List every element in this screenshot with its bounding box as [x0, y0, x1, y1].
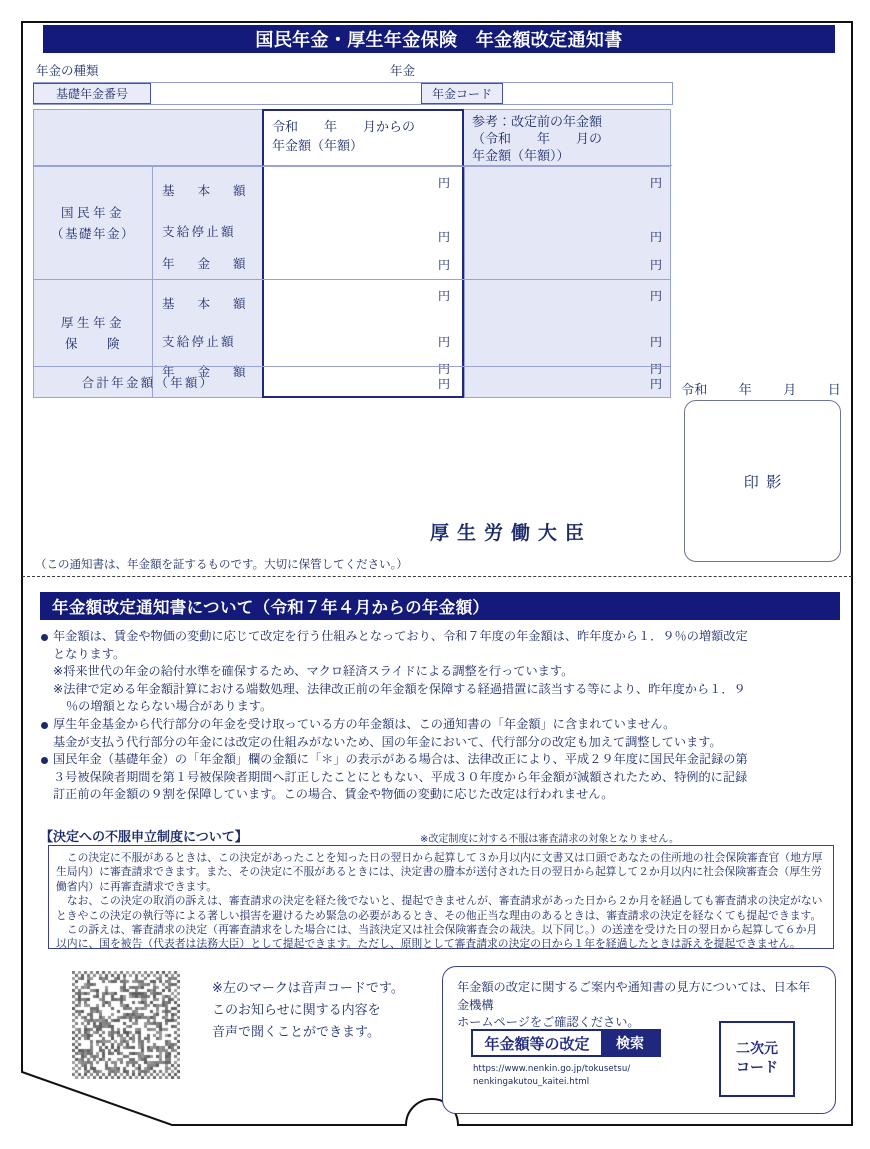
- qr-code-placeholder: [719, 1021, 795, 1097]
- about-text-line: ※法律で定める年金額計算における端数処理、法律改正前の年金額を保障する経過措置に該当する等により、昨年度から１．９: [53, 681, 746, 696]
- about-text-line: ３号被保険者期間を第１号被保険者期間へ訂正したことにともない、平成３０年度から年金額が減額されたため、特例的に記録: [53, 769, 748, 784]
- qr-label-line2: コード: [736, 1060, 778, 1076]
- pension-kind-value: 年金: [390, 63, 416, 78]
- about-text-line: 年金額は、賃金や物価の変動に応じて改定を行う仕組みとなっており、令和７年度の年金額は、昨年度から１．９％の増額改定: [53, 629, 748, 643]
- about-bullet-item: [40, 628, 846, 663]
- official-seal-box: 印影: [684, 400, 841, 562]
- row-label-shikyuteishi-1: 支給停止額: [162, 223, 236, 239]
- pension-code-field[interactable]: [503, 83, 673, 104]
- old-amount-shikyuteishi-2: 円: [649, 335, 662, 349]
- about-text-line: 訂正前の年金額の９割を保障しています。この場合、賃金や物価の変動に応じた改定は行われません。: [53, 787, 614, 802]
- table-header-old-amount: 参考：改定前の年金額 （令和 年 月の 年金額（年額））: [464, 110, 672, 166]
- about-bullet-item: [40, 716, 846, 751]
- group-label-kokumin-nenkin: 国民年金 （基礎年金）: [50, 204, 135, 241]
- year-label: 年: [738, 383, 753, 398]
- about-section-band: [40, 592, 840, 620]
- row-label-kihongaku-2: 基 本 額: [162, 296, 251, 311]
- new-amount-nenkingaku-2[interactable]: 円: [437, 362, 450, 376]
- old-amount-kihongaku-1: 円: [649, 176, 662, 190]
- website-url-line1: https://www.nenkin.go.jp/tokusetsu/: [473, 1064, 631, 1074]
- about-text-line: ％の増額とならない場合があります。: [66, 699, 273, 714]
- row-label-nenkingaku-1: 年 金 額: [162, 256, 251, 271]
- old-amount-kihongaku-2: 円: [649, 289, 662, 303]
- new-amount-kihongaku-2[interactable]: 円: [437, 289, 450, 303]
- appeal-paragraph: なお、この決定の取消の訴えは、審査請求の決定を経た後でないと、提起できませんが、審査請求があった日から２か月を経過しても審査請求の決定がないときやこの決定の執行等による著しい損害を避けるため緊急の必要があるとき、その他正当な理由のあるときは、審査請求の決定を経なくても提起できます。: [56, 894, 823, 922]
- about-text-line: 基金が支払う代行部分の年金には改定の仕組みがないため、国の年金において、代行部分の改定も加えて調整しています。: [53, 734, 722, 749]
- website-info-box: [442, 966, 836, 1114]
- appeal-section-note: ※改定制度に対する不服は審査請求の対象となりません。: [420, 830, 679, 847]
- day-label: 日: [827, 383, 841, 398]
- old-amount-nenkingaku-2: 円: [649, 362, 662, 376]
- voice-code-mark-icon: [72, 971, 180, 1079]
- era-label: 令和: [681, 383, 708, 398]
- pension-kind-label: 年金の種類: [36, 63, 99, 78]
- search-keyword-text: 年金額等の改定: [484, 1034, 590, 1053]
- website-url[interactable]: [473, 1063, 630, 1088]
- new-amount-shikyuteishi-1[interactable]: 円: [437, 230, 450, 244]
- month-label: 月: [783, 383, 797, 398]
- basic-pension-number-label: 基礎年金番号: [33, 83, 151, 104]
- perforation-line: [22, 576, 852, 577]
- voice-code-note: [212, 978, 404, 1044]
- identifier-row: [33, 82, 673, 105]
- issue-date-line: [681, 379, 841, 398]
- about-bullet-item: [40, 751, 846, 804]
- about-bullet-list: [40, 628, 846, 804]
- about-text-line: ※将来世代の年金の給付水準を確保するため、マクロ経済スライドによる調整を行っています。: [53, 664, 574, 679]
- old-amount-nenkingaku-1: 円: [649, 258, 662, 272]
- document-title-band: [43, 25, 835, 53]
- table-header-blank: [34, 110, 262, 166]
- voice-note-line: 音声で聞くことができます。: [212, 1025, 380, 1040]
- old-amount-shikyuteishi-1: 円: [649, 230, 662, 244]
- basic-pension-number-field[interactable]: [151, 83, 421, 104]
- website-url-line2: nenkingakutou_kaitei.html: [473, 1076, 590, 1087]
- total-row-label: 合計年金額（年額）: [81, 375, 215, 390]
- search-button[interactable]: 検索: [601, 1031, 659, 1055]
- appeal-section-heading: 【決定への不服申立制度について】: [40, 830, 248, 845]
- row-label-shikyuteishi-2: 支給停止額: [162, 334, 236, 349]
- table-header-new-amount: 令和 年 月からの 年金額（年額）: [262, 109, 464, 166]
- appeal-text-box: [48, 845, 834, 949]
- new-amount-kihongaku-1[interactable]: 円: [437, 176, 450, 190]
- keep-notice-text: （この通知書は、年金額を証するものです。大切に保管してください。）: [35, 557, 408, 571]
- pension-code-label: 年金コード: [421, 83, 503, 104]
- about-text-line: 厚生年金基金から代行部分の年金を受け取っている方の年金額は、この通知書の「年金額」に含まれていません。: [53, 716, 676, 731]
- website-info-line: ホームページをご確認ください。: [457, 1015, 640, 1029]
- appeal-paragraph: この訴えは、審査請求の決定（再審査請求をした場合には、当該決定又は社会保険審査会の裁決。以下同じ。）の送達を受けた日の翌日から起算して６か月以内に、国を被告（代表者は法務大臣）として提起できます。ただし、原則として審査請求の決定の日から１年を経過したときは訴えを提起できません。: [56, 923, 818, 951]
- about-note-item: [40, 681, 846, 716]
- group-label-kosei-nenkin: 厚生年金 保 険: [60, 315, 125, 351]
- voice-note-line: ※左のマークは音声コードです。: [212, 981, 404, 996]
- about-text-line: となります。: [53, 646, 126, 661]
- pension-amount-table: [33, 109, 671, 398]
- row-label-kihongaku-1: 基 本 額: [162, 183, 251, 198]
- voice-note-line: このお知らせに関する内容を: [212, 1003, 381, 1018]
- row-label-nenkingaku-2: 年 金 額: [162, 364, 251, 379]
- total-old-amount-value: 円: [649, 377, 662, 391]
- new-amount-nenkingaku-1[interactable]: 円: [437, 258, 450, 272]
- about-section-title: 年金額改定通知書について（令和７年４月からの年金額）: [52, 598, 490, 617]
- total-new-amount-value[interactable]: 円: [437, 377, 450, 391]
- new-amount-column-band: [262, 166, 464, 387]
- about-note-item: [40, 663, 846, 681]
- appeal-paragraph: この決定に不服があるときは、この決定があったことを知った日の翌日から起算して３か月以内に文書又は口頭であなたの住所地の社会保険審査官（地方厚生局内）に審査請求できます。また、その決定に不服があるときには、決定書の謄本が送付された日の翌日から起算して２か月以内に社会保険審査会（厚生労働省内）に再審査請求できます。: [56, 851, 823, 893]
- minister-signature: 厚生労働大臣: [430, 522, 592, 544]
- search-keyword-pill[interactable]: [471, 1029, 661, 1057]
- website-info-line: 年金額の改定に関するご案内や通知書の見方については、日本年金機構: [457, 980, 811, 1012]
- qr-label-line1: 二次元: [736, 1041, 778, 1057]
- about-text-line: 国民年金（基礎年金）の「年金額」欄の金額に「＊」の表示がある場合は、法律改正により、平成２９年度に国民年金記録の第: [53, 752, 748, 767]
- page-title: 国民年金・厚生年金保険 年金額改定通知書: [255, 30, 623, 51]
- new-amount-shikyuteishi-2[interactable]: 円: [437, 335, 450, 349]
